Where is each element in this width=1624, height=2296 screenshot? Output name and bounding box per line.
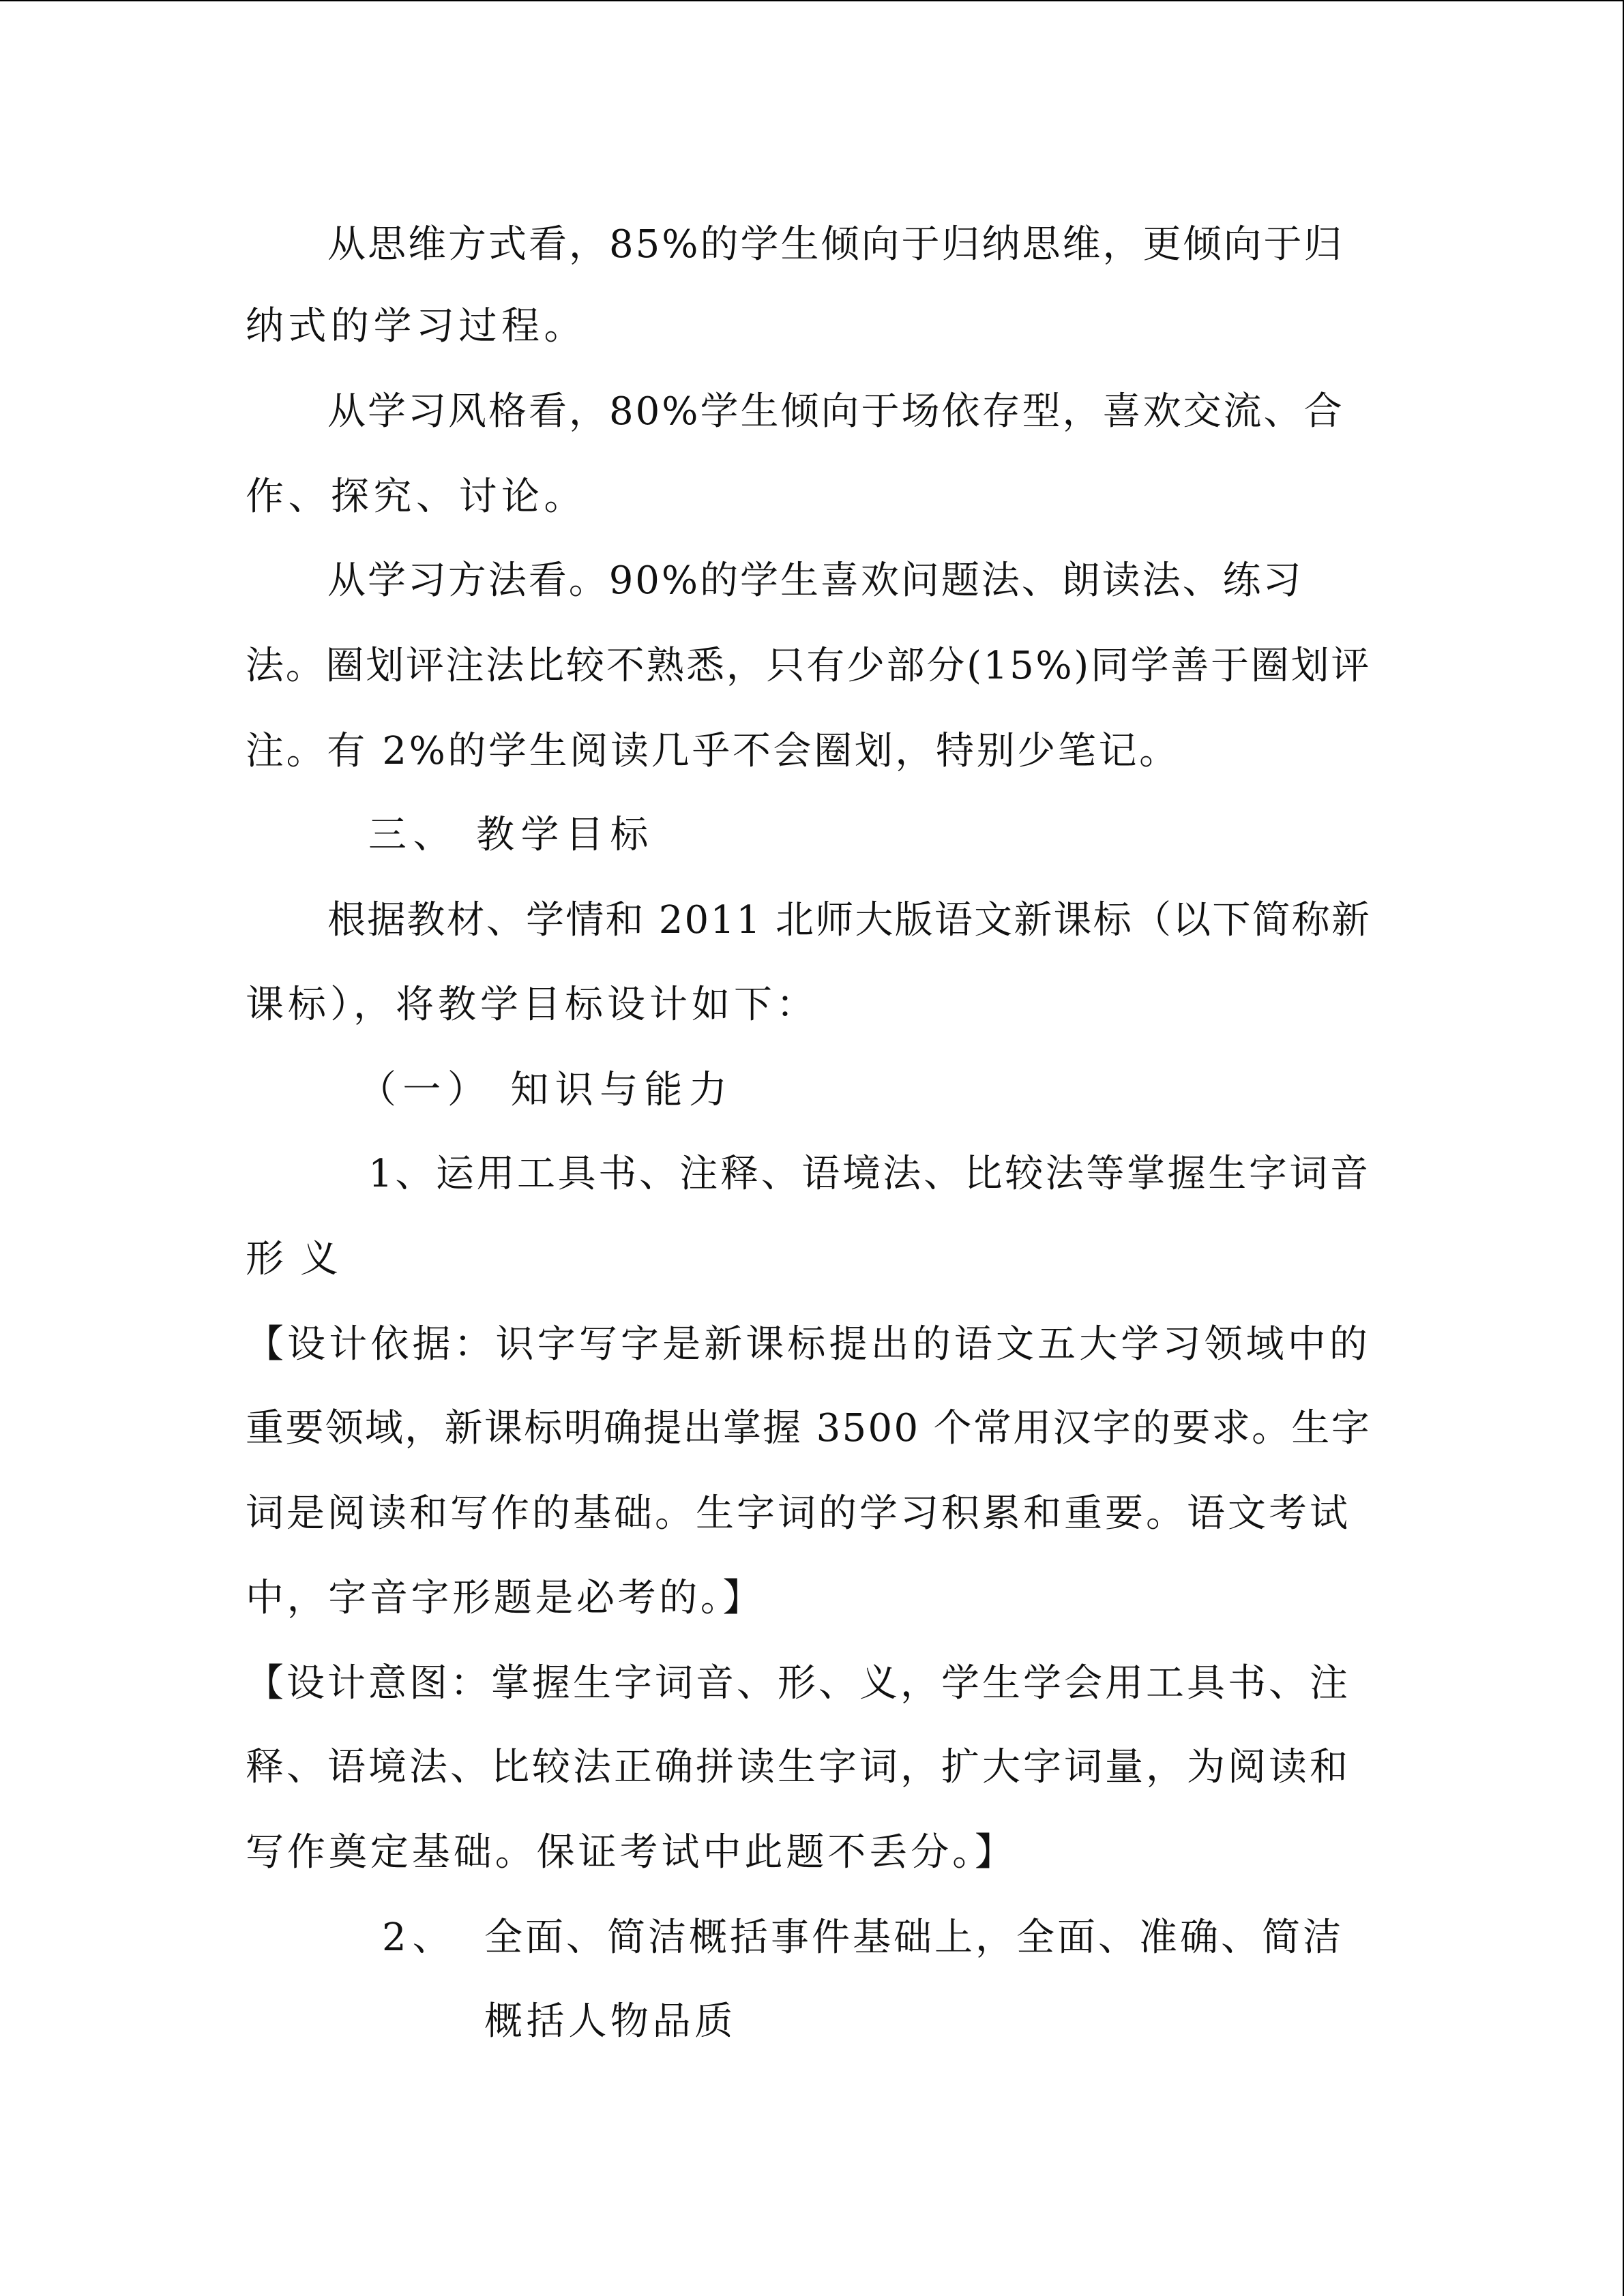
text-line: 【设计依据：识字写字是新课标提出的语文五大学习领域中的 [246, 1322, 1371, 1367]
text-line: 重要领域，新课标明确提出掌握 3500 个常用汉字的要求。生字 [246, 1406, 1372, 1450]
text-line: 课标），将教学目标设计如下： [246, 983, 818, 1027]
text-line: 纳式的学习过程。 [246, 304, 587, 348]
subsection-heading: （一） 知识与能力 [358, 1068, 734, 1112]
text-line: 1、运用工具书、注释、语境法、比较法等掌握生字词音 [368, 1152, 1371, 1196]
text-line: 【设计意图：掌握生字词音、形、义，学生学会用工具书、注 [246, 1661, 1350, 1705]
text-line: 从思维方式看，85%的学生倾向于归纳思维，更倾向于归 [327, 222, 1344, 267]
text-line: 形义 [246, 1237, 355, 1281]
section-heading: 三、 教学目标 [368, 813, 655, 857]
text-line: 写作奠定基础。保证考试中此题不丢分。】 [246, 1830, 1017, 1875]
text-line: 从学习方法看。90%的学生喜欢问题法、朗读法、练习 [327, 558, 1303, 603]
list-number: 2、 [382, 1915, 457, 1960]
text-line: 释、语境法、比较法正确拼读生字词，扩大字词量，为阅读和 [246, 1745, 1350, 1789]
text-line: 法。圈划评注法比较不熟悉，只有少部分(15%)同学善于圈划评 [246, 644, 1372, 688]
text-line: 作、探究、讨论。 [246, 475, 587, 519]
text-line: 概括人物品质 [484, 1999, 737, 2044]
text-line: 中，字音字形题是必考的。】 [246, 1576, 765, 1620]
text-line: 全面、简洁概括事件基础上，全面、准确、简洁 [484, 1915, 1344, 1960]
text-line: 注。有 2%的学生阅读几乎不会圈划，特别少笔记。 [246, 729, 1180, 773]
text-line: 根据教材、学情和 2011 北师大版语文新课标（以下简称新 [327, 898, 1372, 942]
text-line: 从学习风格看，80%学生倾向于场依存型，喜欢交流、合 [327, 389, 1344, 434]
text-line: 词是阅读和写作的基础。生字词的学习积累和重要。语文考试 [246, 1491, 1350, 1536]
